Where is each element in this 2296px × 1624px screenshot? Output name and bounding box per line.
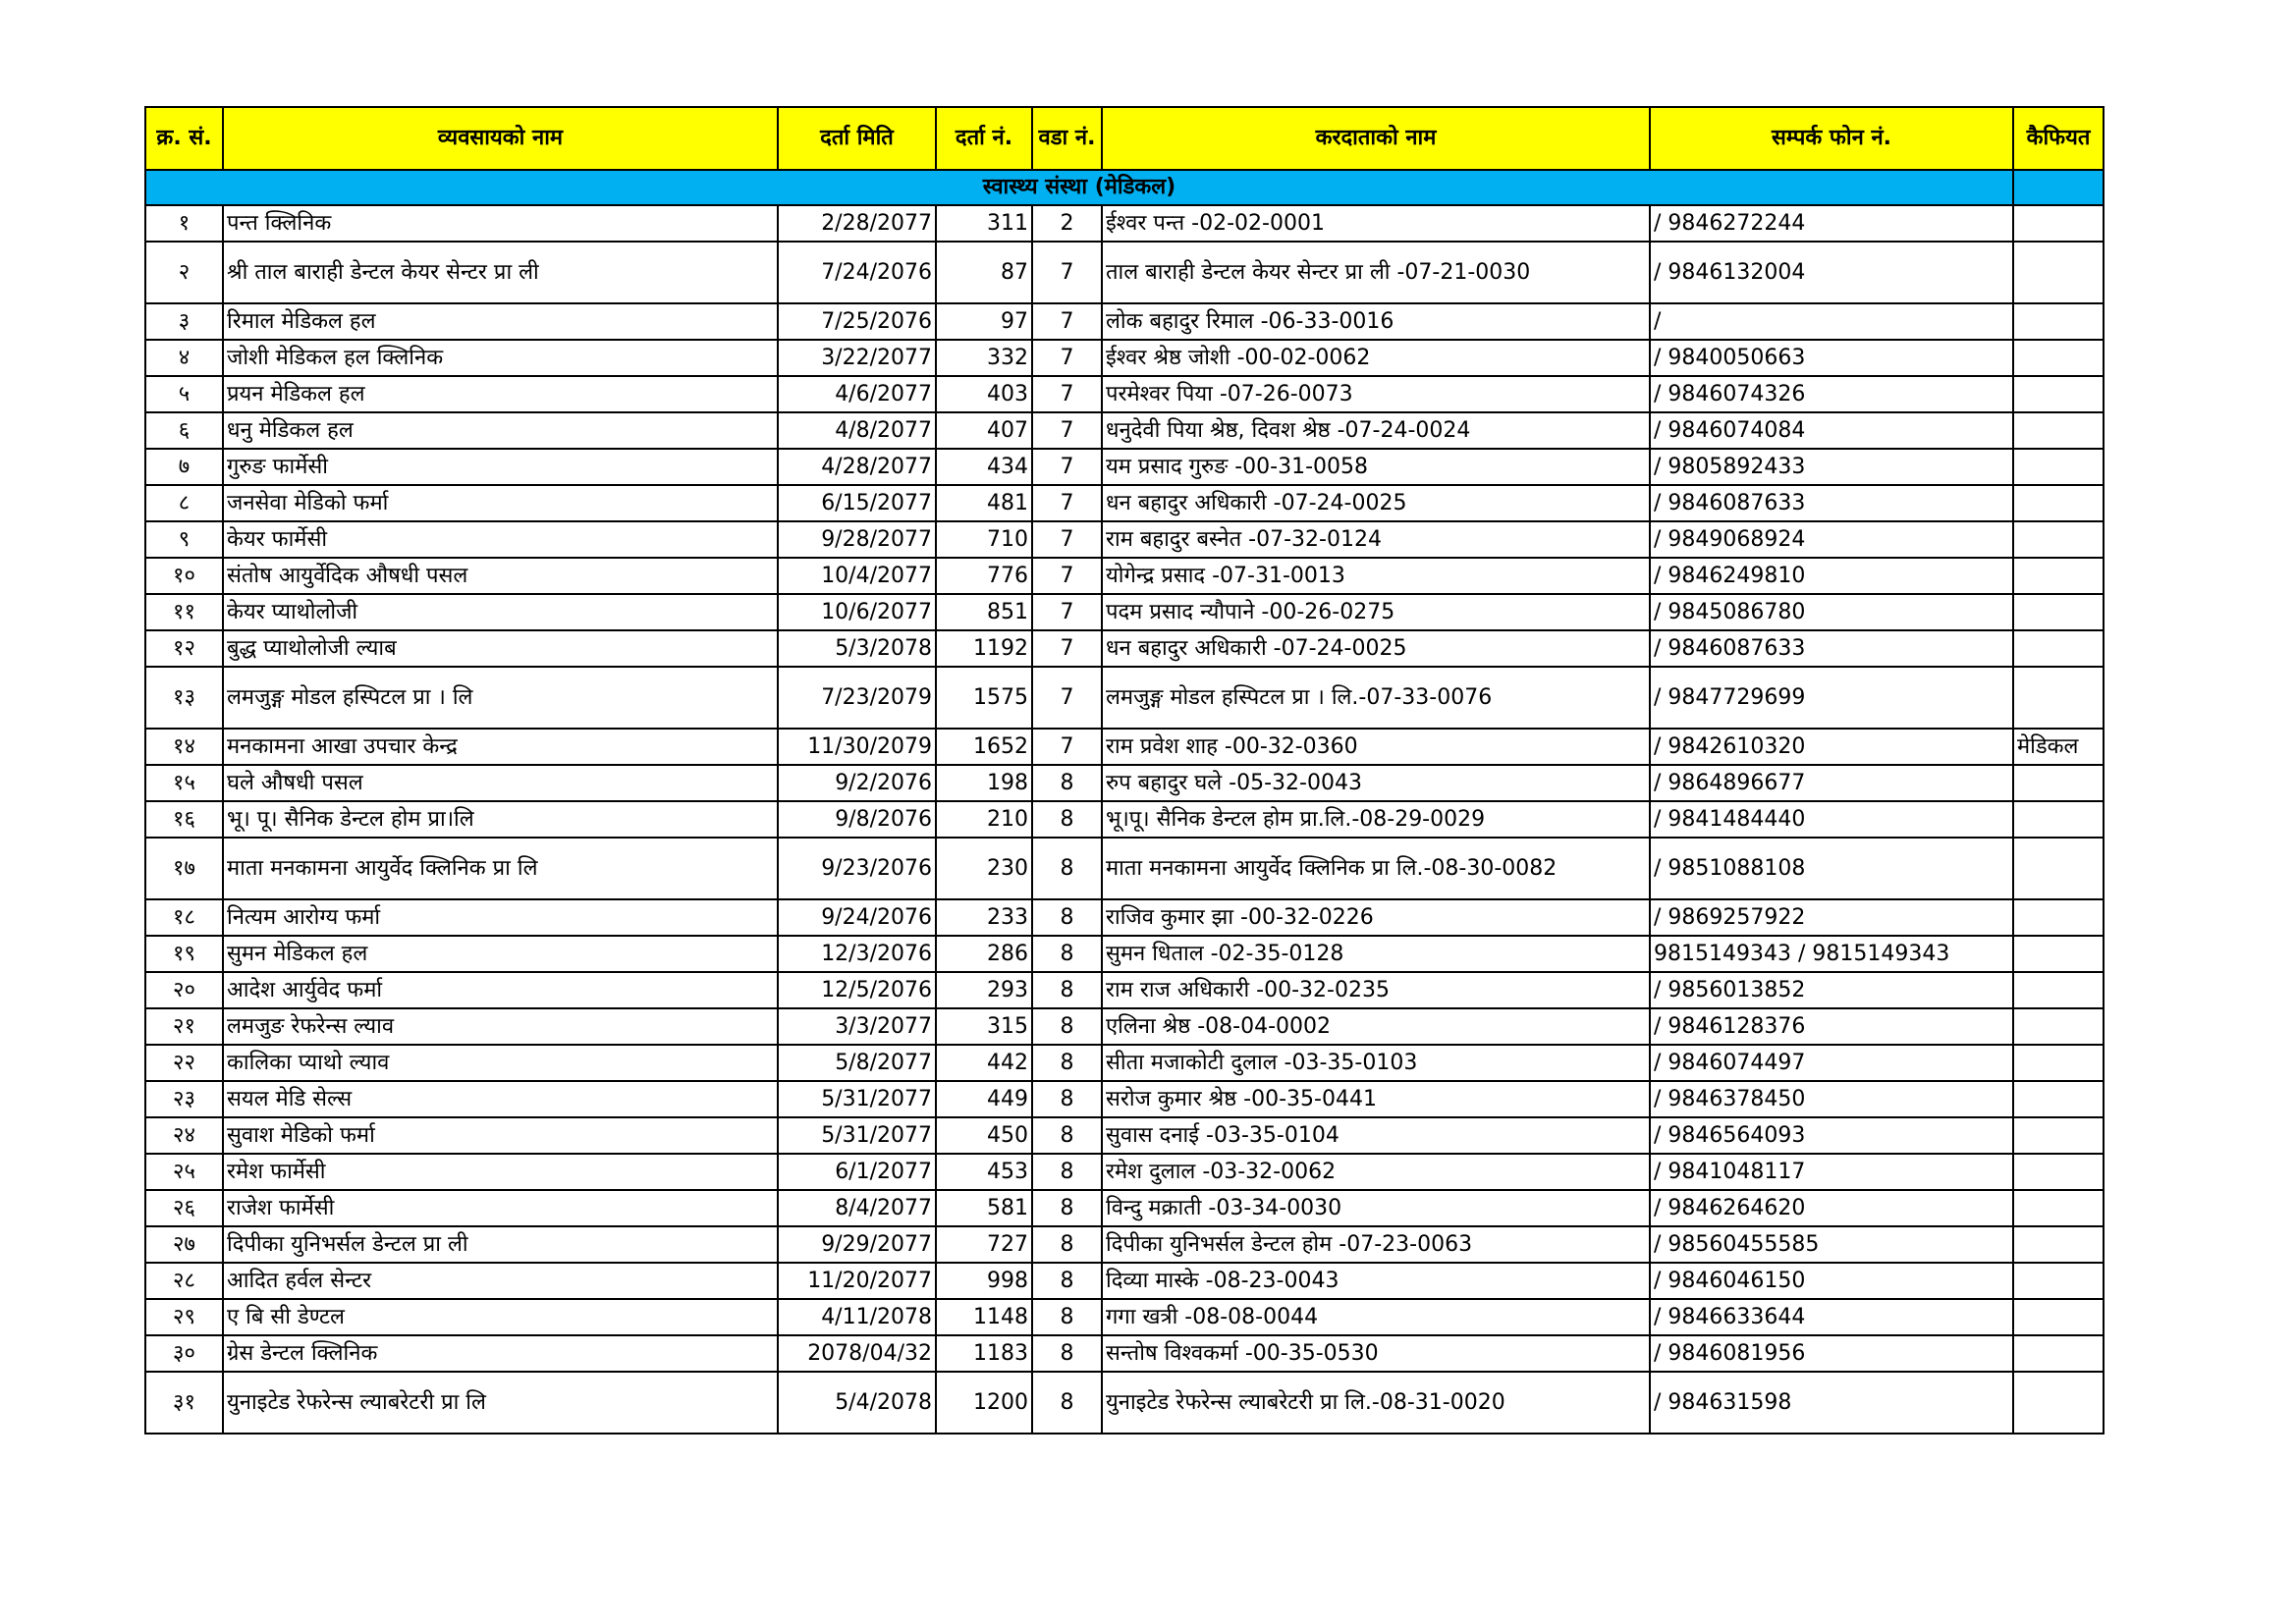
cell-taxpayer: विन्दु मक्राती -03-34-0030 [1102,1190,1650,1226]
cell-sn: ३० [145,1335,223,1372]
cell-taxpayer: धन बहादुर अधिकारी -07-24-0025 [1102,630,1650,667]
cell-remark [2013,558,2104,594]
cell-sn: १६ [145,801,223,838]
cell-taxpayer: ईश्वर पन्त -02-02-0001 [1102,205,1650,242]
cell-reg-date: 9/23/2076 [778,838,936,899]
cell-reg-date: 5/8/2077 [778,1045,936,1081]
cell-ward: 8 [1032,1008,1102,1045]
cell-ward: 8 [1032,1372,1102,1434]
cell-reg-no: 1148 [936,1299,1032,1335]
cell-taxpayer: राम बहादुर बस्नेत -07-32-0124 [1102,521,1650,558]
cell-phone: / 9841484440 [1650,801,2013,838]
cell-reg-date: 8/4/2077 [778,1190,936,1226]
cell-business-name: जनसेवा मेडिको फर्मा [223,485,778,521]
cell-remark [2013,1335,2104,1372]
cell-business-name: कालिका प्याथो ल्याव [223,1045,778,1081]
cell-phone: / 9846046150 [1650,1263,2013,1299]
table-row [145,801,2104,838]
cell-ward: 8 [1032,1226,1102,1263]
cell-reg-no: 286 [936,936,1032,972]
col-header-reg-date: दर्ता मिति [778,107,936,170]
cell-sn: २६ [145,1190,223,1226]
cell-taxpayer: ताल बाराही डेन्टल केयर सेन्टर प्रा ली -07-21-0030 [1102,242,1650,303]
cell-taxpayer: दिव्या मास्के -08-23-0043 [1102,1263,1650,1299]
table-row [145,340,2104,376]
cell-business-name: पन्त क्लिनिक [223,205,778,242]
cell-reg-date: 9/28/2077 [778,521,936,558]
col-header-sn: क्र. सं. [145,107,223,170]
cell-sn: ११ [145,594,223,630]
table-row [145,449,2104,485]
cell-reg-date: 5/31/2077 [778,1117,936,1154]
cell-phone: / 9846249810 [1650,558,2013,594]
cell-sn: २४ [145,1117,223,1154]
cell-reg-no: 293 [936,972,1032,1008]
cell-remark [2013,340,2104,376]
cell-reg-no: 1192 [936,630,1032,667]
cell-reg-no: 198 [936,765,1032,801]
cell-sn: १ [145,205,223,242]
cell-remark [2013,899,2104,936]
cell-sn: २५ [145,1154,223,1190]
table-row [145,594,2104,630]
cell-reg-no: 1200 [936,1372,1032,1434]
cell-business-name: राजेश फार्मेसी [223,1190,778,1226]
cell-ward: 7 [1032,412,1102,449]
cell-ward: 7 [1032,521,1102,558]
col-header-phone: सम्पर्क फोन नं. [1650,107,2013,170]
cell-sn: ८ [145,485,223,521]
cell-reg-no: 581 [936,1190,1032,1226]
cell-phone: / 9847729699 [1650,667,2013,729]
cell-sn: २१ [145,1008,223,1045]
table-row [145,630,2104,667]
cell-taxpayer: रमेश दुलाल -03-32-0062 [1102,1154,1650,1190]
cell-phone: / 9805892433 [1650,449,2013,485]
table-row [145,521,2104,558]
cell-remark [2013,1226,2104,1263]
col-header-ward: वडा नं. [1032,107,1102,170]
col-header-taxpayer: करदाताको नाम [1102,107,1650,170]
cell-reg-no: 998 [936,1263,1032,1299]
cell-sn: १५ [145,765,223,801]
cell-reg-no: 403 [936,376,1032,412]
cell-business-name: जोशी मेडिकल हल क्लिनिक [223,340,778,376]
table-row [145,667,2104,729]
cell-ward: 8 [1032,972,1102,1008]
cell-ward: 7 [1032,340,1102,376]
cell-sn: १३ [145,667,223,729]
cell-reg-date: 9/8/2076 [778,801,936,838]
cell-sn: २२ [145,1045,223,1081]
cell-remark [2013,1372,2104,1434]
cell-remark [2013,485,2104,521]
cell-ward: 7 [1032,485,1102,521]
table-row [145,729,2104,765]
cell-ward: 8 [1032,765,1102,801]
cell-reg-date: 5/31/2077 [778,1081,936,1117]
cell-business-name: केयर फार्मेसी [223,521,778,558]
cell-phone: / 9846087633 [1650,630,2013,667]
cell-reg-date: 12/3/2076 [778,936,936,972]
cell-phone: / 9846074326 [1650,376,2013,412]
cell-taxpayer: लोक बहादुर रिमाल -06-33-0016 [1102,303,1650,340]
cell-taxpayer: सन्तोष विश्वकर्मा -00-35-0530 [1102,1335,1650,1372]
cell-taxpayer: सुमन धिताल -02-35-0128 [1102,936,1650,972]
cell-reg-date: 11/30/2079 [778,729,936,765]
cell-reg-date: 4/28/2077 [778,449,936,485]
cell-business-name: सुमन मेडिकल हल [223,936,778,972]
cell-phone: / 9842610320 [1650,729,2013,765]
cell-reg-date: 10/6/2077 [778,594,936,630]
cell-business-name: ए बि सी डेण्टल [223,1299,778,1335]
cell-remark [2013,1154,2104,1190]
cell-reg-date: 9/2/2076 [778,765,936,801]
cell-remark [2013,667,2104,729]
cell-ward: 7 [1032,667,1102,729]
cell-business-name: ग्रेस डेन्टल क्लिनिक [223,1335,778,1372]
cell-reg-no: 727 [936,1226,1032,1263]
cell-taxpayer: धनुदेवी पिया श्रेष्ठ, दिवश श्रेष्ठ -07-24-0024 [1102,412,1650,449]
cell-remark [2013,765,2104,801]
cell-remark [2013,801,2104,838]
cell-reg-no: 450 [936,1117,1032,1154]
cell-sn: १७ [145,838,223,899]
cell-reg-date: 5/3/2078 [778,630,936,667]
section-remark-cell [2013,170,2104,205]
cell-sn: ३१ [145,1372,223,1434]
cell-sn: ७ [145,449,223,485]
cell-reg-date: 10/4/2077 [778,558,936,594]
cell-phone: / 9846378450 [1650,1081,2013,1117]
cell-ward: 8 [1032,1335,1102,1372]
cell-ward: 8 [1032,899,1102,936]
cell-reg-no: 1652 [936,729,1032,765]
cell-reg-date: 5/4/2078 [778,1372,936,1434]
cell-reg-no: 230 [936,838,1032,899]
cell-reg-no: 332 [936,340,1032,376]
cell-sn: ६ [145,412,223,449]
cell-business-name: लमजुङ्ग मोडल हस्पिटल प्रा । लि [223,667,778,729]
cell-ward: 8 [1032,1263,1102,1299]
cell-reg-no: 407 [936,412,1032,449]
cell-phone: / 9841048117 [1650,1154,2013,1190]
cell-reg-no: 776 [936,558,1032,594]
cell-reg-date: 6/1/2077 [778,1154,936,1190]
cell-phone: / 9864896677 [1650,765,2013,801]
cell-phone: / 984631598 [1650,1372,2013,1434]
cell-ward: 7 [1032,303,1102,340]
cell-taxpayer: गगा खत्री -08-08-0044 [1102,1299,1650,1335]
cell-remark [2013,376,2104,412]
cell-remark [2013,1008,2104,1045]
cell-sn: २३ [145,1081,223,1117]
table-row [145,936,2104,972]
cell-reg-date: 2/28/2077 [778,205,936,242]
cell-business-name: आदित हर्वल सेन्टर [223,1263,778,1299]
cell-business-name: भू। पू। सैनिक डेन्टल होम प्रा।लि [223,801,778,838]
col-header-business: व्यवसायको नाम [223,107,778,170]
cell-taxpayer: राम प्रवेश शाह -00-32-0360 [1102,729,1650,765]
cell-taxpayer: योगेन्द्र प्रसाद -07-31-0013 [1102,558,1650,594]
cell-phone: / 9845086780 [1650,594,2013,630]
cell-reg-date: 9/24/2076 [778,899,936,936]
cell-taxpayer: रुप बहादुर घले -05-32-0043 [1102,765,1650,801]
table-row [145,558,2104,594]
cell-reg-no: 311 [936,205,1032,242]
cell-ward: 8 [1032,1045,1102,1081]
cell-business-name: नित्यम आरोग्य फर्मा [223,899,778,936]
cell-reg-date: 9/29/2077 [778,1226,936,1263]
table-row [145,1045,2104,1081]
cell-taxpayer: पदम प्रसाद न्यौपाने -00-26-0275 [1102,594,1650,630]
col-header-reg-no: दर्ता नं. [936,107,1032,170]
cell-business-name: सयल मेडि सेल्स [223,1081,778,1117]
cell-taxpayer: दिपीका युनिभर्सल डेन्टल होम -07-23-0063 [1102,1226,1650,1263]
cell-remark [2013,1045,2104,1081]
cell-reg-no: 210 [936,801,1032,838]
cell-taxpayer: लमजुङ्ग मोडल हस्पिटल प्रा । लि.-07-33-0076 [1102,667,1650,729]
cell-sn: २० [145,972,223,1008]
cell-phone: / 9846264620 [1650,1190,2013,1226]
cell-ward: 8 [1032,801,1102,838]
cell-business-name: धनु मेडिकल हल [223,412,778,449]
cell-reg-date: 4/11/2078 [778,1299,936,1335]
cell-business-name: प्रयन मेडिकल हल [223,376,778,412]
cell-remark [2013,242,2104,303]
table-row [145,1154,2104,1190]
cell-reg-date: 6/15/2077 [778,485,936,521]
table-row [145,1081,2104,1117]
cell-phone: / 9840050663 [1650,340,2013,376]
cell-sn: १० [145,558,223,594]
cell-phone: / 9856013852 [1650,972,2013,1008]
table-row [145,485,2104,521]
cell-reg-date: 2078/04/32 [778,1335,936,1372]
cell-business-name: दिपीका युनिभर्सल डेन्टल प्रा ली [223,1226,778,1263]
table-row [145,376,2104,412]
cell-taxpayer: ईश्वर श्रेष्ठ जोशी -00-02-0062 [1102,340,1650,376]
cell-ward: 8 [1032,1081,1102,1117]
cell-sn: ४ [145,340,223,376]
cell-business-name: रिमाल मेडिकल हल [223,303,778,340]
cell-phone: / 9846564093 [1650,1117,2013,1154]
table-row [145,1372,2104,1434]
cell-taxpayer: सुवास दनाई -03-35-0104 [1102,1117,1650,1154]
cell-reg-no: 434 [936,449,1032,485]
cell-business-name: केयर प्याथोलोजी [223,594,778,630]
cell-phone: / 9846633644 [1650,1299,2013,1335]
cell-phone: / 9846081956 [1650,1335,2013,1372]
cell-remark [2013,1299,2104,1335]
cell-sn: २९ [145,1299,223,1335]
cell-phone: / 9846087633 [1650,485,2013,521]
table-row [145,242,2104,303]
cell-sn: ९ [145,521,223,558]
cell-ward: 8 [1032,838,1102,899]
cell-taxpayer: युनाइटेड रेफरेन्स ल्याबरेटरी प्रा लि.-08-31-0020 [1102,1372,1650,1434]
cell-ward: 7 [1032,558,1102,594]
table-row [145,1335,2104,1372]
section-title: स्वास्थ्य संस्था (मेडिकल) [145,170,2013,205]
cell-business-name: माता मनकामना आयुर्वेद क्लिनिक प्रा लि [223,838,778,899]
cell-remark [2013,521,2104,558]
table-row [145,972,2104,1008]
cell-phone: 9815149343 / 9815149343 [1650,936,2013,972]
cell-reg-date: 3/3/2077 [778,1008,936,1045]
cell-business-name: गुरुङ फार्मेसी [223,449,778,485]
table-row [145,1263,2104,1299]
cell-business-name: सुवाश मेडिको फर्मा [223,1117,778,1154]
cell-business-name: युनाइटेड रेफरेन्स ल्याबरेटरी प्रा लि [223,1372,778,1434]
cell-reg-date: 3/22/2077 [778,340,936,376]
cell-reg-no: 481 [936,485,1032,521]
cell-remark [2013,838,2104,899]
cell-sn: १४ [145,729,223,765]
cell-ward: 7 [1032,376,1102,412]
cell-ward: 2 [1032,205,1102,242]
cell-ward: 8 [1032,1190,1102,1226]
cell-taxpayer: राजिव कुमार झा -00-32-0226 [1102,899,1650,936]
cell-ward: 7 [1032,594,1102,630]
cell-remark [2013,1081,2104,1117]
table-row [145,838,2104,899]
cell-phone: / [1650,303,2013,340]
cell-ward: 7 [1032,242,1102,303]
cell-sn: १९ [145,936,223,972]
cell-taxpayer: भू।पू। सैनिक डेन्टल होम प्रा.लि.-08-29-0029 [1102,801,1650,838]
cell-sn: १८ [145,899,223,936]
table-row [145,303,2104,340]
cell-ward: 8 [1032,1299,1102,1335]
cell-business-name: श्री ताल बाराही डेन्टल केयर सेन्टर प्रा ली [223,242,778,303]
cell-ward: 7 [1032,630,1102,667]
table-row [145,899,2104,936]
section-row [145,170,2104,205]
cell-reg-no: 97 [936,303,1032,340]
cell-remark: मेडिकल [2013,729,2104,765]
cell-reg-no: 1575 [936,667,1032,729]
cell-business-name: संतोष आयुर्वेदिक औषधी पसल [223,558,778,594]
table-row [145,1008,2104,1045]
cell-taxpayer: परमेश्वर पिया -07-26-0073 [1102,376,1650,412]
cell-reg-no: 710 [936,521,1032,558]
cell-ward: 8 [1032,936,1102,972]
cell-business-name: बुद्ध प्याथोलोजी ल्याब [223,630,778,667]
cell-reg-date: 11/20/2077 [778,1263,936,1299]
cell-business-name: आदेश आर्युवेद फर्मा [223,972,778,1008]
cell-reg-date: 4/6/2077 [778,376,936,412]
cell-remark [2013,936,2104,972]
cell-reg-no: 87 [936,242,1032,303]
col-header-remark: कैफियत [2013,107,2104,170]
cell-remark [2013,972,2104,1008]
cell-phone: / 98560455585 [1650,1226,2013,1263]
cell-ward: 7 [1032,449,1102,485]
cell-phone: / 9846074497 [1650,1045,2013,1081]
cell-reg-date: 7/24/2076 [778,242,936,303]
cell-taxpayer: सरोज कुमार श्रेष्ठ -00-35-0441 [1102,1081,1650,1117]
cell-reg-date: 12/5/2076 [778,972,936,1008]
cell-taxpayer: सीता मजाकोटी दुलाल -03-35-0103 [1102,1045,1650,1081]
cell-remark [2013,1117,2104,1154]
cell-sn: ५ [145,376,223,412]
table-row [145,1117,2104,1154]
cell-phone: / 9846132004 [1650,242,2013,303]
cell-remark [2013,594,2104,630]
cell-business-name: लमजुङ रेफरेन्स ल्याव [223,1008,778,1045]
cell-reg-no: 449 [936,1081,1032,1117]
cell-sn: २७ [145,1226,223,1263]
cell-reg-no: 851 [936,594,1032,630]
cell-phone: / 9851088108 [1650,838,2013,899]
cell-reg-no: 453 [936,1154,1032,1190]
table-row [145,1226,2104,1263]
table-row [145,205,2104,242]
cell-remark [2013,449,2104,485]
cell-remark [2013,1190,2104,1226]
cell-sn: १२ [145,630,223,667]
cell-taxpayer: यम प्रसाद गुरुङ -00-31-0058 [1102,449,1650,485]
cell-taxpayer: राम राज अधिकारी -00-32-0235 [1102,972,1650,1008]
cell-reg-no: 442 [936,1045,1032,1081]
cell-reg-date: 7/23/2079 [778,667,936,729]
header-row [145,107,2104,170]
cell-remark [2013,205,2104,242]
cell-taxpayer: एलिना श्रेष्ठ -08-04-0002 [1102,1008,1650,1045]
cell-remark [2013,630,2104,667]
cell-sn: २८ [145,1263,223,1299]
cell-phone: / 9849068924 [1650,521,2013,558]
cell-business-name: घले औषधी पसल [223,765,778,801]
cell-phone: / 9869257922 [1650,899,2013,936]
cell-remark [2013,412,2104,449]
table-row [145,765,2104,801]
cell-remark [2013,303,2104,340]
cell-reg-no: 1183 [936,1335,1032,1372]
cell-ward: 8 [1032,1154,1102,1190]
cell-taxpayer: धन बहादुर अधिकारी -07-24-0025 [1102,485,1650,521]
table-row [145,1190,2104,1226]
cell-business-name: मनकामना आखा उपचार केन्द्र [223,729,778,765]
cell-phone: / 9846128376 [1650,1008,2013,1045]
cell-ward: 8 [1032,1117,1102,1154]
cell-reg-no: 233 [936,899,1032,936]
cell-taxpayer: माता मनकामना आयुर्वेद क्लिनिक प्रा लि.-08-30-0082 [1102,838,1650,899]
cell-phone: / 9846074084 [1650,412,2013,449]
table-row [145,1299,2104,1335]
cell-reg-date: 7/25/2076 [778,303,936,340]
business-register-table [144,106,2105,1435]
cell-ward: 7 [1032,729,1102,765]
cell-business-name: रमेश फार्मेसी [223,1154,778,1190]
cell-remark [2013,1263,2104,1299]
cell-reg-date: 4/8/2077 [778,412,936,449]
table-row [145,412,2104,449]
cell-reg-no: 315 [936,1008,1032,1045]
cell-sn: २ [145,242,223,303]
cell-sn: ३ [145,303,223,340]
cell-phone: / 9846272244 [1650,205,2013,242]
